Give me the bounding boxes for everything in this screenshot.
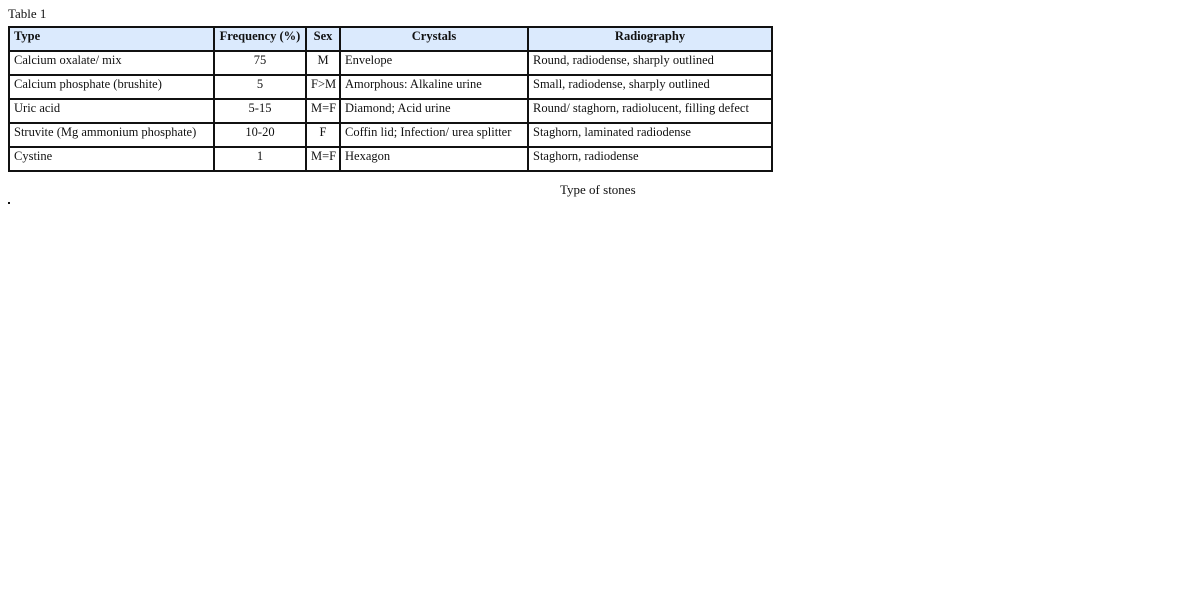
cell-sex: M=F — [306, 99, 340, 123]
cell-frequency: 10-20 — [214, 123, 306, 147]
cell-crystals: Amorphous: Alkaline urine — [340, 75, 528, 99]
cell-type: Calcium phosphate (brushite) — [9, 75, 214, 99]
cell-type: Cystine — [9, 147, 214, 171]
cell-frequency: 5-15 — [214, 99, 306, 123]
cell-sex: F>M — [306, 75, 340, 99]
table-row — [9, 147, 772, 171]
table-row — [9, 51, 772, 75]
cell-crystals: Hexagon — [340, 147, 528, 171]
cell-frequency: 75 — [214, 51, 306, 75]
header-radiography: Radiography — [528, 27, 772, 51]
table-label: Table 1 — [8, 6, 47, 21]
cell-crystals: Diamond; Acid urine — [340, 99, 528, 123]
cell-frequency: 5 — [214, 75, 306, 99]
stray-dot — [8, 202, 10, 204]
cell-radiography: Small, radiodense, sharply outlined — [528, 75, 772, 99]
header-sex: Sex — [306, 27, 340, 51]
cell-type: Struvite (Mg ammonium phosphate) — [9, 123, 214, 147]
header-type: Type — [9, 27, 214, 51]
cell-crystals: Envelope — [340, 51, 528, 75]
cell-radiography: Round, radiodense, sharply outlined — [528, 51, 772, 75]
cell-radiography: Round/ staghorn, radiolucent, filling defect — [528, 99, 772, 123]
stones-table — [8, 26, 773, 172]
cell-sex: M — [306, 51, 340, 75]
table-row — [9, 123, 772, 147]
header-frequency: Frequency (%) — [214, 27, 306, 51]
cell-type: Calcium oxalate/ mix — [9, 51, 214, 75]
cell-sex: M=F — [306, 147, 340, 171]
table-header-row — [9, 27, 772, 51]
table-caption: Type of stones — [560, 182, 636, 197]
table-row — [9, 99, 772, 123]
table-row — [9, 75, 772, 99]
cell-frequency: 1 — [214, 147, 306, 171]
cell-crystals: Coffin lid; Infection/ urea splitter — [340, 123, 528, 147]
cell-sex: F — [306, 123, 340, 147]
cell-radiography: Staghorn, laminated radiodense — [528, 123, 772, 147]
header-crystals: Crystals — [340, 27, 528, 51]
cell-radiography: Staghorn, radiodense — [528, 147, 772, 171]
cell-type: Uric acid — [9, 99, 214, 123]
